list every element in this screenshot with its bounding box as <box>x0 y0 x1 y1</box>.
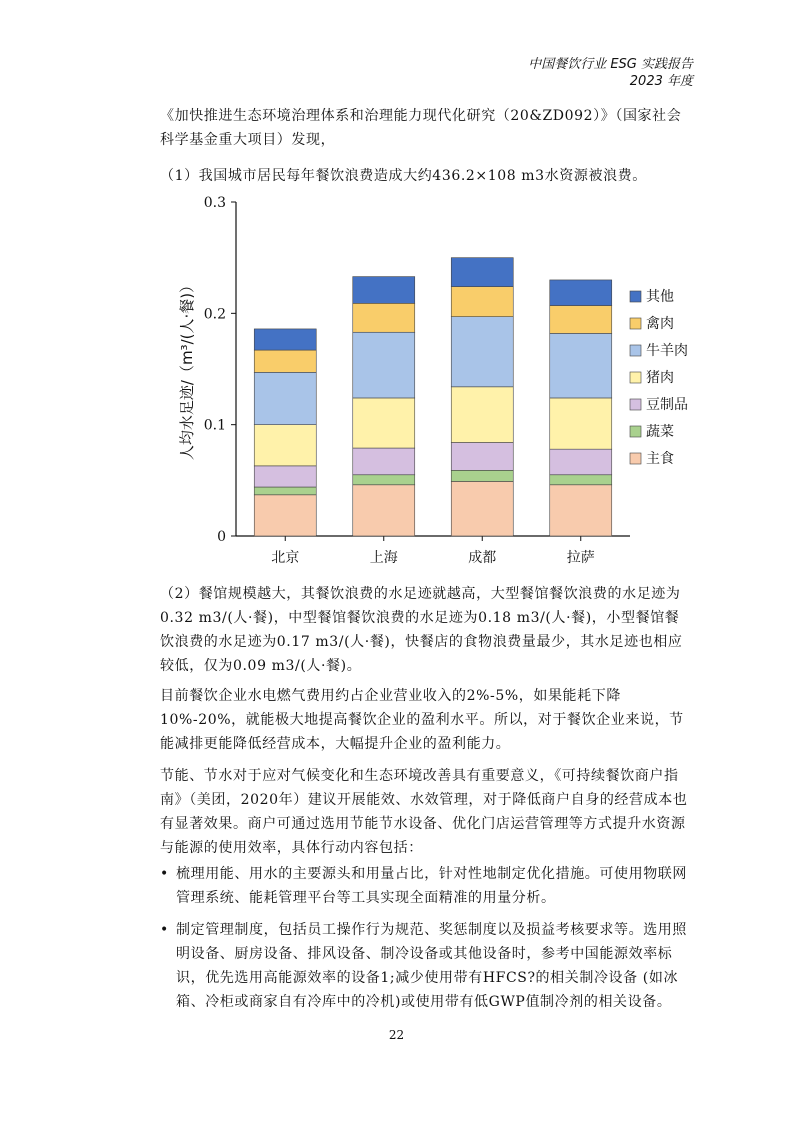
bullet-dot: • <box>160 922 169 938</box>
page-number: 22 <box>388 1028 405 1042</box>
bar-segment <box>451 470 513 481</box>
bar-segment <box>353 277 415 304</box>
bar-segment <box>353 448 415 475</box>
bullet-text: 梳理用能、用水的主要源头和用量占比，针对性地制定优化措施。可使用物联网管理系统、能耗管理平台等工具实现全面精准的用量分析。 <box>176 866 687 906</box>
legend-label: 猪肉 <box>646 370 674 386</box>
bar-segment <box>550 306 612 334</box>
bar-segment <box>254 466 316 487</box>
bar-segment <box>550 475 612 485</box>
bar-segment <box>254 329 316 350</box>
bullet-item-2 <box>160 918 690 1014</box>
water-footprint-chart <box>160 190 700 580</box>
y-tick-label: 0.1 <box>203 417 226 434</box>
header-year: 2023 年度 <box>629 74 693 89</box>
energy-cost-paragraph: 目前餐饮企业水电燃气费用约占企业营业收入的2%-5%，如果能耗下降10%-20%，就能极大地提高餐饮企业的盈利水平。所以，对于餐饮企业来说，节能减排更能降低经营成本，大幅提升企业的盈利能力。 <box>160 688 684 752</box>
chart-plot-area <box>178 195 688 566</box>
bar-segment <box>353 485 415 536</box>
bar-segment <box>353 303 415 332</box>
y-tick-label: 0 <box>217 529 226 545</box>
y-tick-label: 0.2 <box>203 306 226 323</box>
guideline-paragraph: 节能、节水对于应对气候变化和生态环境改善具有重要意义，《可持续餐饮商户指南》（美团，2020年）建议开展能效、水效管理，对于降低商户自身的经营成本也有显著效果。商户可通过选用节能节水设备、优化门店运营管理等方式提升水资源与能源的使用效率，具体行动内容包括： <box>160 768 688 856</box>
legend-label: 其他 <box>646 289 674 305</box>
bar-segment <box>451 317 513 387</box>
bar-segment <box>254 487 316 495</box>
bar-segment <box>353 398 415 448</box>
y-tick-label: 0.3 <box>203 195 226 211</box>
legend-swatch <box>630 399 641 410</box>
bar-segment <box>451 258 513 287</box>
x-category-label: 成都 <box>468 550 497 566</box>
bar-segment <box>353 332 415 398</box>
bar-segment <box>254 350 316 372</box>
bullet-text: 制定管理制度，包括员工操作行为规范、奖惩制度以及损益考核要求等。选用照明设备、厨房设备、排风设备、制冷设备或其他设备时，参考中国能源效率标识，优先选用高能源效率的设备1;减少使用带有HFCS?的相关制冷设备 (如冰箱、冷柜或商家自有冷库中的冷机)或使用带有低GWP值制冷剂的相关设备。 <box>176 922 687 1010</box>
legend-swatch <box>630 372 641 383</box>
report-header <box>528 56 693 90</box>
bar-segment <box>451 481 513 536</box>
legend-label: 禽肉 <box>646 316 674 332</box>
bar-segment <box>353 475 415 485</box>
bar-segment <box>550 485 612 536</box>
legend-swatch <box>630 291 641 302</box>
bar-segment <box>451 387 513 443</box>
x-category-label: 北京 <box>271 550 300 566</box>
legend-label: 主食 <box>646 451 674 467</box>
bar-segment <box>550 449 612 475</box>
bar-segment <box>550 280 612 306</box>
legend-swatch <box>630 426 641 437</box>
bar-segment <box>550 398 612 449</box>
finding-2-paragraph: （2）餐馆规模越大，其餐饮浪费的水足迹就越高，大型餐馆餐饮浪费的水足迹为0.32 m3/(人·餐)，中型餐馆餐饮浪费的水足迹为0.18 m3/(人·餐)，小型餐馆餐饮浪费的水足迹为0.17 m3/(人·餐)，快餐店的食物浪费量最少，其水足迹也相应较低，仅为0.09 m3/(人·餐)。 <box>160 586 683 674</box>
bar-segment <box>451 442 513 470</box>
legend-swatch <box>630 453 641 464</box>
bar-segment <box>254 372 316 424</box>
legend-label: 豆制品 <box>646 397 688 413</box>
intro-paragraph: 《加快推进生态环境治理体系和治理能力现代化研究（20&ZD092）》（国家社会科学基金重大项目）发现， <box>160 108 682 148</box>
bullet-item-1 <box>160 862 690 910</box>
y-axis-label: 人均水足迹/（m³/(人·餐)） <box>178 277 196 461</box>
bar-segment <box>254 495 316 536</box>
legend-label: 蔬菜 <box>646 424 674 440</box>
bullet-dot: • <box>160 866 169 882</box>
header-title: 中国餐饮行业 ESG 实践报告 <box>528 57 693 72</box>
bar-segment <box>550 333 612 398</box>
legend-swatch <box>630 318 641 329</box>
legend-swatch <box>630 345 641 356</box>
bar-segment <box>451 287 513 317</box>
x-category-label: 上海 <box>369 550 398 566</box>
legend-label: 牛羊肉 <box>646 343 688 359</box>
bar-segment <box>254 425 316 466</box>
finding-1-paragraph: （1）我国城市居民每年餐饮浪费造成大约436.2×108 m3水资源被浪费。 <box>160 168 647 184</box>
x-category-label: 拉萨 <box>566 550 595 566</box>
